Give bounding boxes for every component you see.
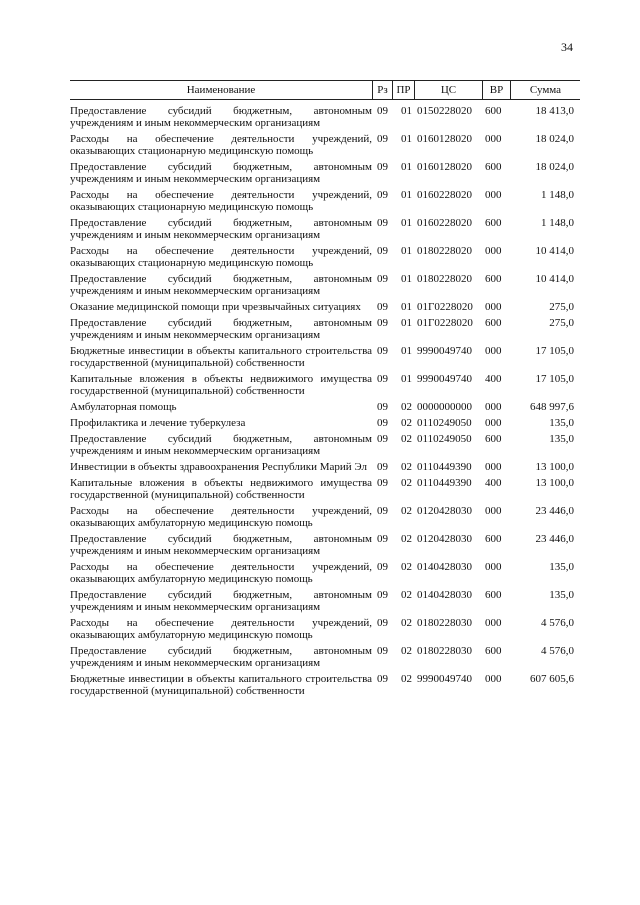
table-row: [70, 401, 580, 413]
table-body: [70, 105, 580, 701]
row-sum: 18 024,0: [535, 133, 574, 145]
header-rz: Рз: [372, 81, 392, 99]
row-vr: 600: [485, 533, 502, 545]
row-rz: 09: [377, 561, 388, 573]
row-cs: 0180228030: [417, 645, 472, 657]
row-vr: 600: [485, 105, 502, 117]
row-cs: 0180228020: [417, 245, 472, 257]
table-row: [70, 417, 580, 429]
row-cs: 0000000000: [417, 401, 472, 413]
table-row: [70, 561, 580, 585]
row-pr: 01: [401, 345, 412, 357]
table-row: [70, 317, 580, 341]
row-cs: 0150228020: [417, 105, 472, 117]
row-name: Расходы на обеспечение деятельности учреждений, оказывающих стационарную медицинскую помощь: [70, 133, 372, 157]
row-rz: 09: [377, 217, 388, 229]
row-name: Предоставление субсидий бюджетным, автономным учреждениям и иным некоммерческим организациям: [70, 533, 372, 557]
table-row: [70, 345, 580, 369]
header-pr: ПР: [392, 81, 414, 99]
row-vr: 000: [485, 561, 502, 573]
row-vr: 600: [485, 217, 502, 229]
row-name: Капитальные вложения в объекты недвижимого имущества государственной (муниципальной) собственности: [70, 373, 372, 397]
table-row: [70, 273, 580, 297]
row-name: Расходы на обеспечение деятельности учреждений, оказывающих амбулаторную медицинскую помощь: [70, 561, 372, 585]
header-name: Наименование: [186, 84, 256, 96]
row-pr: 02: [401, 461, 412, 473]
row-vr: 000: [485, 245, 502, 257]
page-number: 34: [561, 40, 573, 54]
table-row: [70, 673, 580, 697]
table-row: [70, 189, 580, 213]
row-pr: 01: [401, 317, 412, 329]
row-cs: 0140428030: [417, 589, 472, 601]
row-cs: 0160228020: [417, 189, 472, 201]
row-vr: 400: [485, 477, 502, 489]
row-cs: 0110449390: [417, 477, 472, 489]
row-vr: 000: [485, 345, 502, 357]
row-rz: 09: [377, 645, 388, 657]
row-rz: 09: [377, 477, 388, 489]
row-sum: 17 105,0: [535, 373, 574, 385]
row-pr: 01: [401, 189, 412, 201]
row-name: Предоставление субсидий бюджетным, автономным учреждениям и иным некоммерческим организациям: [70, 105, 372, 129]
row-name: Расходы на обеспечение деятельности учреждений, оказывающих амбулаторную медицинскую помощь: [70, 505, 372, 529]
row-name: Предоставление субсидий бюджетным, автономным учреждениям и иным некоммерческим организациям: [70, 433, 372, 457]
row-rz: 09: [377, 317, 388, 329]
row-pr: 01: [401, 161, 412, 173]
row-vr: 600: [485, 317, 502, 329]
row-sum: 1 148,0: [541, 217, 574, 229]
row-sum: 275,0: [549, 301, 574, 313]
row-pr: 01: [401, 217, 412, 229]
row-cs: 0160228020: [417, 217, 472, 229]
row-vr: 000: [485, 673, 502, 685]
row-pr: 01: [401, 301, 412, 313]
row-pr: 02: [401, 533, 412, 545]
row-pr: 01: [401, 245, 412, 257]
row-rz: 09: [377, 461, 388, 473]
row-name: Капитальные вложения в объекты недвижимого имущества государственной (муниципальной) собственности: [70, 477, 372, 501]
row-vr: 000: [485, 301, 502, 313]
header-sum: Сумма: [510, 81, 580, 99]
table-row: [70, 433, 580, 457]
row-vr: 600: [485, 645, 502, 657]
row-pr: 01: [401, 273, 412, 285]
row-rz: 09: [377, 373, 388, 385]
row-name: Предоставление субсидий бюджетным, автономным учреждениям и иным некоммерческим организациям: [70, 161, 372, 185]
row-sum: 135,0: [549, 561, 574, 573]
row-pr: 01: [401, 373, 412, 385]
row-pr: 01: [401, 133, 412, 145]
row-vr: 400: [485, 373, 502, 385]
row-cs: 0110249050: [417, 417, 472, 429]
row-vr: 600: [485, 161, 502, 173]
row-cs: 0140428030: [417, 561, 472, 573]
row-rz: 09: [377, 533, 388, 545]
row-rz: 09: [377, 301, 388, 313]
table-row: [70, 617, 580, 641]
row-rz: 09: [377, 105, 388, 117]
header-cs: ЦС: [414, 81, 482, 99]
row-sum: 23 446,0: [535, 533, 574, 545]
row-vr: 000: [485, 505, 502, 517]
row-vr: 000: [485, 401, 502, 413]
row-pr: 02: [401, 673, 412, 685]
row-sum: 23 446,0: [535, 505, 574, 517]
row-name: Амбулаторная помощь: [70, 401, 177, 413]
row-name: Предоставление субсидий бюджетным, автономным учреждениям и иным некоммерческим организациям: [70, 217, 372, 241]
table-row: [70, 533, 580, 557]
row-rz: 09: [377, 401, 388, 413]
row-name: Бюджетные инвестиции в объекты капитального строительства государственной (муниципальной) собственности: [70, 673, 372, 697]
row-cs: 01Г0228020: [417, 301, 473, 313]
row-sum: 18 024,0: [535, 161, 574, 173]
row-sum: 135,0: [549, 417, 574, 429]
table-row: [70, 105, 580, 129]
row-sum: 13 100,0: [535, 477, 574, 489]
row-pr: 02: [401, 401, 412, 413]
row-sum: 4 576,0: [541, 617, 574, 629]
row-vr: 000: [485, 417, 502, 429]
row-pr: 02: [401, 645, 412, 657]
row-pr: 02: [401, 477, 412, 489]
row-sum: 4 576,0: [541, 645, 574, 657]
row-rz: 09: [377, 245, 388, 257]
row-sum: 17 105,0: [535, 345, 574, 357]
row-name: Расходы на обеспечение деятельности учреждений, оказывающих стационарную медицинскую помощь: [70, 245, 372, 269]
row-sum: 275,0: [549, 317, 574, 329]
table-row: [70, 477, 580, 501]
row-vr: 600: [485, 589, 502, 601]
table-row: [70, 133, 580, 157]
row-cs: 0160128020: [417, 133, 472, 145]
row-rz: 09: [377, 505, 388, 517]
row-pr: 02: [401, 589, 412, 601]
row-vr: 000: [485, 133, 502, 145]
row-vr: 000: [485, 461, 502, 473]
row-name: Инвестиции в объекты здравоохранения Республики Марий Эл: [70, 461, 368, 473]
row-cs: 01Г0228020: [417, 317, 473, 329]
row-sum: 10 414,0: [535, 273, 574, 285]
table-row: [70, 505, 580, 529]
row-vr: 600: [485, 273, 502, 285]
row-cs: 0180228020: [417, 273, 472, 285]
row-sum: 607 605,6: [530, 673, 574, 685]
row-rz: 09: [377, 417, 388, 429]
row-rz: 09: [377, 345, 388, 357]
table-row: [70, 373, 580, 397]
table-row: [70, 301, 580, 313]
row-rz: 09: [377, 673, 388, 685]
header-vr: ВР: [482, 81, 510, 99]
row-name: Предоставление субсидий бюджетным, автономным учреждениям и иным некоммерческим организациям: [70, 589, 372, 613]
row-sum: 135,0: [549, 433, 574, 445]
row-rz: 09: [377, 161, 388, 173]
row-pr: 02: [401, 433, 412, 445]
row-vr: 600: [485, 433, 502, 445]
row-name: Предоставление субсидий бюджетным, автономным учреждениям и иным некоммерческим организациям: [70, 317, 372, 341]
row-name: Предоставление субсидий бюджетным, автономным учреждениям и иным некоммерческим организациям: [70, 273, 372, 297]
table-header: [70, 80, 580, 100]
row-cs: 0120428030: [417, 505, 472, 517]
row-name: Оказание медицинской помощи при чрезвычайных ситуациях: [70, 301, 361, 313]
row-cs: 9990049740: [417, 673, 472, 685]
row-name: Предоставление субсидий бюджетным, автономным учреждениям и иным некоммерческим организациям: [70, 645, 372, 669]
row-name: Расходы на обеспечение деятельности учреждений, оказывающих амбулаторную медицинскую помощь: [70, 617, 372, 641]
row-name: Расходы на обеспечение деятельности учреждений, оказывающих стационарную медицинскую помощь: [70, 189, 372, 213]
row-cs: 9990049740: [417, 345, 472, 357]
row-sum: 18 413,0: [535, 105, 574, 117]
row-cs: 0160128020: [417, 161, 472, 173]
row-pr: 01: [401, 105, 412, 117]
row-name: Профилактика и лечение туберкулеза: [70, 417, 246, 429]
row-rz: 09: [377, 133, 388, 145]
table-row: [70, 645, 580, 669]
row-rz: 09: [377, 189, 388, 201]
row-sum: 1 148,0: [541, 189, 574, 201]
row-pr: 02: [401, 617, 412, 629]
row-pr: 02: [401, 505, 412, 517]
row-rz: 09: [377, 433, 388, 445]
row-rz: 09: [377, 589, 388, 601]
row-cs: 0110249050: [417, 433, 472, 445]
row-sum: 13 100,0: [535, 461, 574, 473]
table-row: [70, 217, 580, 241]
row-rz: 09: [377, 617, 388, 629]
table-row: [70, 589, 580, 613]
row-cs: 0180228030: [417, 617, 472, 629]
row-cs: 9990049740: [417, 373, 472, 385]
row-name: Бюджетные инвестиции в объекты капитального строительства государственной (муниципальной) собственности: [70, 345, 372, 369]
table-row: [70, 245, 580, 269]
table-row: [70, 461, 580, 473]
row-pr: 02: [401, 417, 412, 429]
row-cs: 0110449390: [417, 461, 472, 473]
row-vr: 000: [485, 617, 502, 629]
row-sum: 135,0: [549, 589, 574, 601]
table-row: [70, 161, 580, 185]
row-cs: 0120428030: [417, 533, 472, 545]
row-rz: 09: [377, 273, 388, 285]
row-sum: 648 997,6: [530, 401, 574, 413]
row-sum: 10 414,0: [535, 245, 574, 257]
row-vr: 000: [485, 189, 502, 201]
row-pr: 02: [401, 561, 412, 573]
